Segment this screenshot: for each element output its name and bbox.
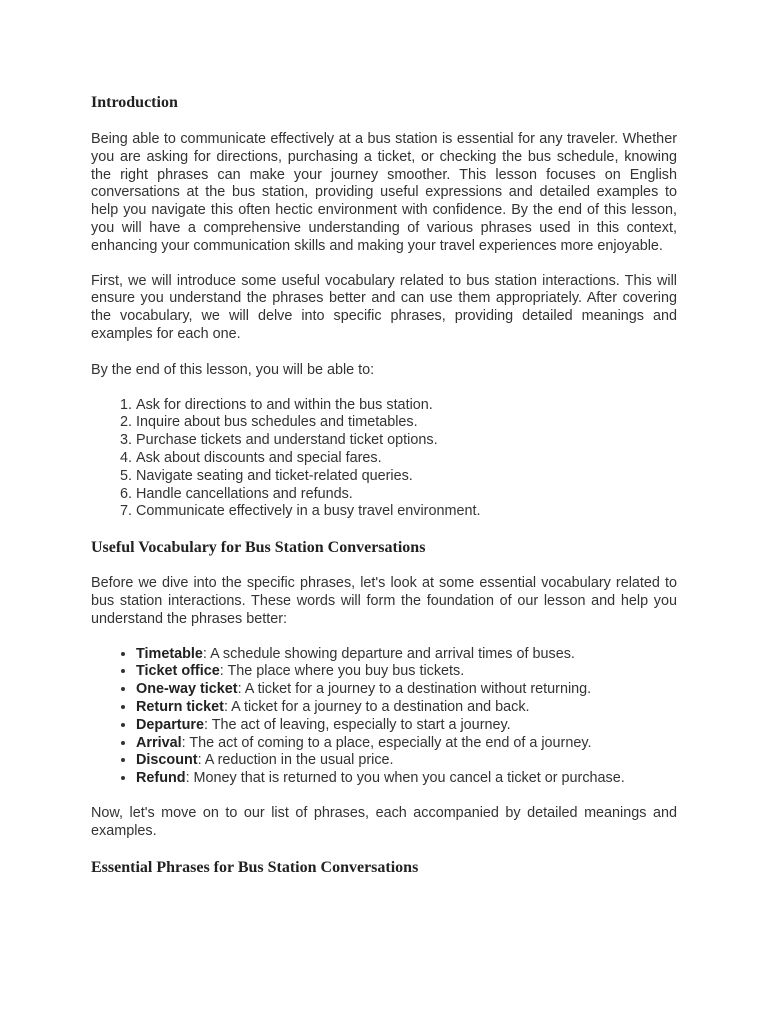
vocabulary-item [136, 699, 677, 717]
transition-paragraph: Now, let's move on to our list of phrases, each accompanied by detailed meanings and examples. [91, 804, 677, 839]
vocabulary-list [91, 646, 677, 788]
objective-item: 7. Communicate effectively in a busy travel environment. [136, 503, 677, 521]
objective-item: 2. Inquire about bus schedules and timetables. [136, 414, 677, 432]
vocabulary-term: Discount [136, 752, 198, 769]
phrases-heading: Essential Phrases for Bus Station Conversations [91, 858, 419, 876]
vocabulary-definition: : Money that is returned to you when you cancel a ticket or purchase. [185, 770, 625, 787]
vocabulary-definition: : The place where you buy bus tickets. [219, 663, 465, 680]
vocabulary-item [136, 770, 677, 788]
vocabulary-term: Timetable [136, 645, 203, 662]
objectives-list [91, 397, 677, 522]
overview-paragraph: First, we will introduce some useful vocabulary related to bus station interactions. This will ensure you understand the phrases better and can use them appropriately. After covering the vocabulary, we will delve into specific phrases, providing detailed meanings and examples for each one. [91, 272, 677, 342]
vocabulary-definition: : The act of leaving, especially to start a journey. [203, 716, 511, 733]
intro-paragraph: Being able to communicate effectively at a bus station is essential for any traveler. Whether you are asking for directions, purchasing a ticket, or checking the bus schedule, knowing the right phrases can make your journey smoother. This lesson focuses on English conversations at the bus station, providing useful expressions and detailed examples to help you navigate this often hectic environment with confidence. By the end of this lesson, you will have a comprehensive understanding of various phrases used in this context, enhancing your communication skills and making your travel experiences more enjoyable. [91, 131, 677, 254]
objective-item: 6. Handle cancellations and refunds. [136, 486, 677, 504]
vocabulary-definition: : A reduction in the usual price. [197, 752, 394, 769]
vocabulary-term: One-way ticket [136, 681, 238, 698]
vocabulary-item [136, 646, 677, 664]
vocabulary-definition: : A schedule showing departure and arrival times of buses. [202, 645, 575, 662]
vocabulary-definition: : The act of coming to a place, especially at the end of a journey. [181, 734, 592, 751]
vocabulary-definition: : A ticket for a journey to a destination without returning. [237, 681, 592, 698]
vocabulary-term: Arrival [136, 734, 182, 751]
vocabulary-item [136, 752, 677, 770]
introduction-heading: Introduction [91, 94, 178, 111]
vocabulary-term: Departure [136, 716, 204, 733]
vocabulary-definition: : A ticket for a journey to a destination and back. [223, 698, 530, 715]
vocabulary-term: Ticket office [136, 663, 220, 680]
vocabulary-heading: Useful Vocabulary for Bus Station Conversations [91, 539, 426, 557]
vocabulary-intro: Before we dive into the specific phrases, let's look at some essential vocabulary related to bus station interactions. These words will form the foundation of our lesson and help you understand the phrases better: [91, 575, 677, 627]
objectives-lead: By the end of this lesson, you will be able to: [91, 361, 375, 378]
objective-item: 5. Navigate seating and ticket-related queries. [136, 468, 677, 486]
vocabulary-item [136, 735, 677, 753]
objective-item: 4. Ask about discounts and special fares. [136, 450, 677, 468]
vocabulary-item [136, 681, 677, 699]
vocabulary-item [136, 717, 677, 735]
vocabulary-item [136, 663, 677, 681]
vocabulary-term: Return ticket [136, 698, 224, 715]
objective-item: 3. Purchase tickets and understand ticket options. [136, 432, 677, 450]
vocabulary-term: Refund [136, 770, 186, 787]
objective-item: 1. Ask for directions to and within the bus station. [136, 397, 677, 415]
